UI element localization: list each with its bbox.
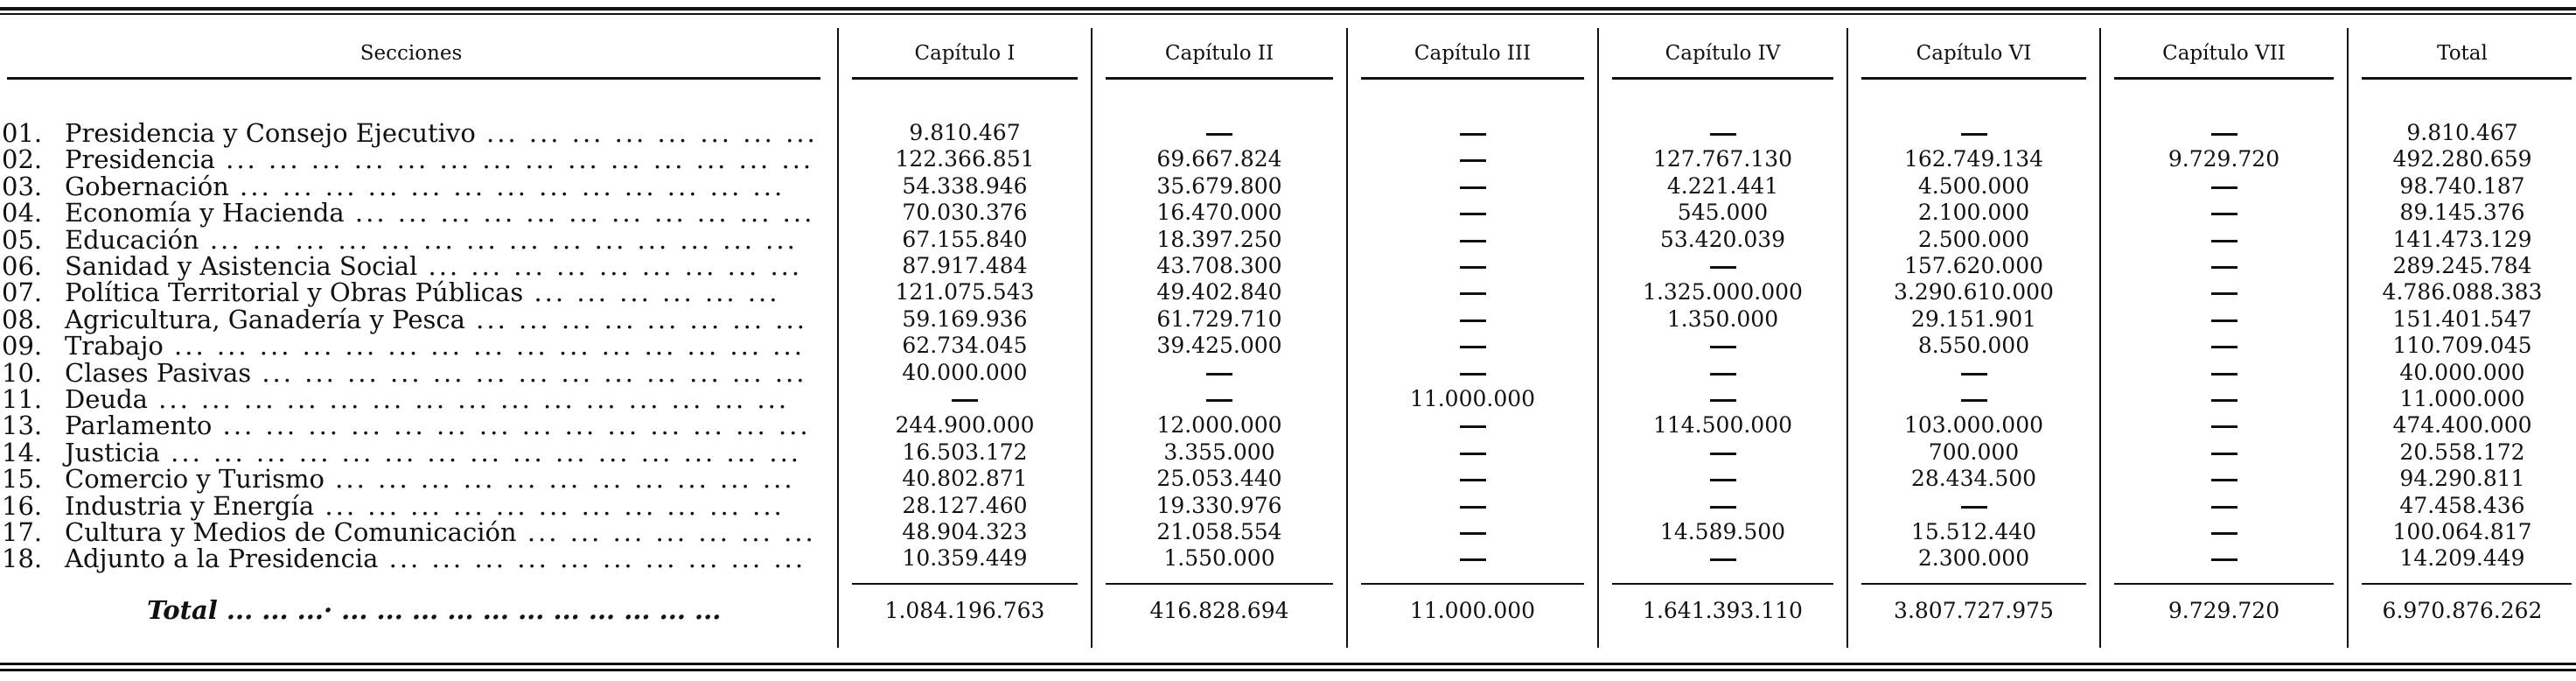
- empty-value-dash: [2211, 186, 2237, 189]
- cell-capitulo-1: 67.155.840: [902, 227, 1028, 252]
- section-number: 01.: [2, 118, 43, 148]
- cell-capitulo-7: [2101, 412, 2347, 439]
- cell-capitulo-6: [1848, 386, 2099, 412]
- cell-capitulo-3: 11.000.000: [1409, 386, 1536, 411]
- cell-capitulo-1: 62.734.045: [902, 333, 1028, 358]
- empty-value-dash: [2211, 133, 2237, 136]
- section-cell: [0, 146, 813, 172]
- cell-capitulo-4: 1.325.000.000: [1643, 279, 1803, 305]
- empty-value-dash: [1206, 399, 1232, 402]
- cell-capitulo-6: [1848, 360, 2099, 386]
- empty-value-dash: [2211, 532, 2237, 535]
- cell-total: 40.000.000: [2399, 360, 2525, 385]
- leader-dots: ... ... ... ... ... ... ... ... ... ... ... ... ...: [251, 358, 807, 388]
- cell-total: 89.145.376: [2399, 200, 2525, 225]
- section-number: 16.: [2, 491, 43, 521]
- cell-capitulo-1: 59.169.936: [902, 306, 1028, 332]
- header-capitulo-2: Capítulo II: [1164, 42, 1274, 65]
- total-capitulo-7: 9.729.720: [2168, 598, 2280, 623]
- subtotal-rule: [1612, 583, 1833, 585]
- header-capitulo-4: Capítulo IV: [1665, 42, 1781, 65]
- leader-dots: ... ... ... ... ... ... ... ... ... ... ... ... ... ...: [199, 225, 798, 255]
- empty-value-dash: [1460, 346, 1486, 348]
- total-capitulo-2: 416.828.694: [1149, 598, 1289, 623]
- section-cell: [0, 493, 785, 519]
- cell-capitulo-2: 16.470.000: [1156, 200, 1282, 225]
- cell-capitulo-2: 69.667.824: [1156, 146, 1282, 172]
- leader-dots: ... ... ... ... ... ... ... ... ... ... ... ... ... ...: [214, 144, 814, 174]
- cell-capitulo-4: [1599, 466, 1846, 492]
- section-cell: [0, 333, 805, 359]
- cell-capitulo-4: 114.500.000: [1652, 412, 1793, 438]
- empty-value-dash: [1710, 266, 1736, 269]
- subtotal-rule: [2362, 583, 2572, 585]
- leader-dots: ... ... ... ... ... ...: [523, 277, 780, 307]
- cell-capitulo-7: [2101, 545, 2347, 572]
- empty-value-dash: [1710, 373, 1736, 376]
- cell-capitulo-6: 3.290.610.000: [1894, 279, 2054, 305]
- empty-value-dash: [2211, 319, 2237, 322]
- cell-capitulo-7: [2101, 120, 2347, 146]
- section-name: Presidencia: [65, 144, 215, 174]
- empty-value-dash: [2211, 558, 2237, 561]
- empty-value-dash: [2211, 213, 2237, 215]
- cell-capitulo-6: 2.500.000: [1917, 227, 2030, 252]
- cell-capitulo-7: [2101, 200, 2347, 226]
- empty-value-dash: [1710, 558, 1736, 561]
- section-cell: [0, 545, 806, 572]
- cell-capitulo-4: [1599, 120, 1846, 146]
- section-name: Economía y Hacienda: [65, 198, 345, 228]
- empty-value-dash: [2211, 506, 2237, 509]
- cell-capitulo-6: 2.100.000: [1917, 200, 2030, 225]
- cell-capitulo-7: [2101, 279, 2347, 305]
- section-number: 15.: [2, 464, 43, 494]
- cell-capitulo-3: [1348, 200, 1597, 226]
- section-cell: [0, 253, 802, 279]
- cell-capitulo-6: [1848, 493, 2099, 519]
- cell-capitulo-1: 87.917.484: [902, 253, 1028, 278]
- empty-value-dash: [1710, 133, 1736, 136]
- section-number: 07.: [2, 277, 43, 307]
- bottom-rule: [0, 663, 2576, 665]
- header-rule: [1612, 77, 1833, 80]
- cell-capitulo-1: 16.503.172: [902, 439, 1028, 465]
- empty-value-dash: [1710, 479, 1736, 481]
- cell-capitulo-3: [1348, 227, 1597, 253]
- cell-capitulo-6: 103.000.000: [1903, 412, 2044, 438]
- header-capitulo-6: Capítulo VI: [1916, 42, 2032, 65]
- leader-dots: ... ... ... ... ... ... ... ...: [475, 118, 818, 148]
- leader-dots: ... ... ... ... ... ... ... ... ... ...: [378, 544, 806, 573]
- section-number: 13.: [2, 411, 43, 440]
- empty-value-dash: [1460, 425, 1486, 428]
- cell-capitulo-2: 43.708.300: [1156, 253, 1282, 278]
- section-cell: [0, 519, 816, 545]
- cell-capitulo-6: 4.500.000: [1917, 173, 2030, 199]
- section-number: 04.: [2, 198, 43, 228]
- section-name: Industria y Energía: [65, 491, 315, 521]
- leader-dots: ... ... ... ... ... ... ... ... ... ... ... ... ...: [228, 172, 785, 201]
- cell-capitulo-3: [1348, 120, 1597, 146]
- cell-capitulo-1: 10.359.449: [902, 545, 1028, 571]
- section-cell: [0, 173, 785, 200]
- empty-value-dash: [1206, 373, 1232, 376]
- cell-total: 151.401.547: [2392, 306, 2532, 332]
- cell-capitulo-1: 9.810.467: [909, 120, 1021, 145]
- empty-value-dash: [1710, 506, 1736, 509]
- cell-capitulo-7: [2101, 386, 2347, 412]
- empty-value-dash: [2211, 240, 2237, 242]
- cell-capitulo-2: 35.679.800: [1156, 173, 1282, 199]
- leader-dots: ... ... ... ... ... ... ... ... ...: [417, 251, 803, 281]
- cell-capitulo-1: 48.904.323: [902, 519, 1028, 544]
- cell-capitulo-3: [1348, 439, 1597, 466]
- cell-capitulo-4: 127.767.130: [1652, 146, 1793, 172]
- leader-dots: ... ... ...· ... ... ... ... ... ... ... ... ... ... ...: [217, 595, 722, 625]
- header-total: Total: [2437, 42, 2488, 65]
- empty-value-dash: [1460, 453, 1486, 455]
- section-number: 18.: [2, 544, 43, 573]
- section-name: Presidencia y Consejo Ejecutivo: [65, 118, 476, 148]
- cell-capitulo-3: [1348, 493, 1597, 519]
- header-rule: [1106, 77, 1333, 80]
- leader-dots: ... ... ... ... ... ... ... ...: [464, 305, 807, 334]
- section-name: Sanidad y Asistencia Social: [65, 251, 418, 281]
- empty-value-dash: [1710, 453, 1736, 455]
- section-name: Parlamento: [65, 411, 213, 440]
- cell-capitulo-7: [2101, 493, 2347, 519]
- leader-dots: ... ... ... ... ... ... ... ... ... ... ... ... ... ... ...: [159, 438, 802, 467]
- empty-value-dash: [2211, 399, 2237, 402]
- cell-capitulo-2: 21.058.554: [1156, 519, 1282, 544]
- section-number: 06.: [2, 251, 43, 281]
- cell-capitulo-1: 244.900.000: [895, 412, 1035, 438]
- empty-value-dash: [952, 399, 978, 402]
- cell-capitulo-6: 28.434.500: [1910, 466, 2037, 491]
- header-rule: [7, 77, 820, 80]
- section-number: 03.: [2, 172, 43, 201]
- cell-capitulo-6: 29.151.901: [1910, 306, 2037, 332]
- cell-capitulo-4: 1.350.000: [1666, 306, 1779, 332]
- cell-capitulo-3: [1348, 279, 1597, 305]
- section-number: 11.: [2, 384, 43, 414]
- empty-value-dash: [2211, 346, 2237, 348]
- empty-value-dash: [2211, 425, 2237, 428]
- leader-dots: ... ... ... ... ... ... ...: [516, 517, 816, 547]
- header-capitulo-3: Capítulo III: [1414, 42, 1532, 65]
- cell-capitulo-4: 545.000: [1677, 200, 1769, 225]
- section-cell: [0, 466, 795, 492]
- cell-capitulo-1: 40.000.000: [902, 360, 1028, 385]
- cell-total: 9.810.467: [2406, 120, 2518, 145]
- header-capitulo-7: Capítulo VII: [2162, 42, 2286, 65]
- empty-value-dash: [1460, 186, 1486, 189]
- section-name: Trabajo: [65, 331, 164, 361]
- empty-value-dash: [2211, 266, 2237, 269]
- cell-total: 100.064.817: [2392, 519, 2532, 544]
- cell-total: 14.209.449: [2399, 545, 2525, 571]
- subtotal-rule: [2114, 583, 2334, 585]
- section-number: 05.: [2, 225, 43, 255]
- header-capitulo-1: Capítulo I: [914, 42, 1016, 65]
- cell-total: 11.000.000: [2399, 386, 2525, 411]
- leader-dots: ... ... ... ... ... ... ... ... ... ... ...: [314, 491, 785, 521]
- cell-capitulo-1: 40.802.871: [902, 466, 1028, 491]
- cell-capitulo-7: [2101, 439, 2347, 466]
- cell-capitulo-1: 121.075.543: [895, 279, 1035, 305]
- cell-capitulo-2: 39.425.000: [1156, 333, 1282, 358]
- cell-capitulo-6: 2.300.000: [1917, 545, 2030, 571]
- subtotal-rule: [1106, 583, 1333, 585]
- cell-capitulo-3: [1348, 306, 1597, 333]
- empty-value-dash: [1460, 240, 1486, 242]
- section-name: Educación: [65, 225, 199, 255]
- total-capitulo-3: 11.000.000: [1409, 598, 1536, 623]
- section-number: 14.: [2, 438, 43, 467]
- header-rule: [1361, 77, 1584, 80]
- section-name: Comercio y Turismo: [65, 464, 325, 494]
- section-cell: [0, 360, 806, 386]
- cell-capitulo-7: [2101, 466, 2347, 492]
- header-secciones: Secciones: [360, 42, 463, 65]
- cell-capitulo-3: [1348, 412, 1597, 439]
- section-name: Deuda: [65, 384, 148, 414]
- cell-capitulo-2: 18.397.250: [1156, 227, 1282, 252]
- cell-capitulo-2: 12.000.000: [1156, 412, 1282, 438]
- cell-capitulo-4: [1599, 360, 1846, 386]
- leader-dots: ... ... ... ... ... ... ... ... ... ... ... ... ... ... ...: [163, 331, 805, 361]
- cell-capitulo-4: [1599, 333, 1846, 359]
- cell-total: 110.709.045: [2392, 333, 2532, 358]
- cell-capitulo-1: 122.366.851: [895, 146, 1035, 172]
- section-number: 10.: [2, 358, 43, 388]
- section-cell: [0, 279, 779, 305]
- cell-capitulo-1: 28.127.460: [902, 493, 1028, 518]
- cell-capitulo-6: [1848, 120, 2099, 146]
- cell-total: 20.558.172: [2399, 439, 2525, 465]
- cell-capitulo-4: [1599, 253, 1846, 279]
- empty-value-dash: [1460, 319, 1486, 322]
- header-rule: [852, 77, 1078, 80]
- total-capitulo-6: 3.807.727.975: [1894, 598, 2054, 623]
- header-rule: [1861, 77, 2086, 80]
- empty-value-dash: [1961, 133, 1987, 136]
- cell-capitulo-1: [839, 386, 1091, 412]
- cell-capitulo-2: 19.330.976: [1156, 493, 1282, 518]
- cell-capitulo-7: [2101, 519, 2347, 545]
- section-name: Clases Pasivas: [65, 358, 252, 388]
- empty-value-dash: [1460, 532, 1486, 535]
- cell-capitulo-3: [1348, 466, 1597, 492]
- empty-value-dash: [1460, 213, 1486, 215]
- cell-capitulo-4: [1599, 545, 1846, 572]
- section-name: Gobernación: [65, 172, 229, 201]
- cell-capitulo-3: [1348, 333, 1597, 359]
- cell-capitulo-4: [1599, 386, 1846, 412]
- cell-capitulo-4: 53.420.039: [1659, 227, 1786, 252]
- cell-capitulo-2: 49.402.840: [1156, 279, 1282, 305]
- cell-capitulo-1: 54.338.946: [902, 173, 1028, 199]
- empty-value-dash: [1961, 399, 1987, 402]
- cell-capitulo-7: [2101, 333, 2347, 359]
- empty-value-dash: [1710, 346, 1736, 348]
- empty-value-dash: [2211, 479, 2237, 481]
- section-cell: [0, 386, 789, 412]
- empty-value-dash: [1460, 266, 1486, 269]
- cell-capitulo-2: 25.053.440: [1156, 466, 1282, 491]
- top-rule-thin: [0, 13, 2576, 15]
- cell-total: 4.786.088.383: [2382, 279, 2543, 305]
- cell-capitulo-3: [1348, 545, 1597, 572]
- empty-value-dash: [1460, 506, 1486, 509]
- total-capitulo-4: 1.641.393.110: [1643, 598, 1803, 623]
- cell-total: 47.458.436: [2399, 493, 2525, 518]
- section-cell: [0, 227, 798, 253]
- cell-capitulo-4: 14.589.500: [1659, 519, 1786, 544]
- section-cell: [0, 439, 801, 466]
- empty-value-dash: [1460, 479, 1486, 481]
- cell-capitulo-6: 700.000: [1928, 439, 2020, 465]
- empty-value-dash: [1460, 292, 1486, 295]
- empty-value-dash: [2211, 292, 2237, 295]
- cell-capitulo-2: 61.729.710: [1156, 306, 1282, 332]
- section-number: 17.: [2, 517, 43, 547]
- bottom-rule-2: [0, 669, 2576, 671]
- empty-value-dash: [1961, 373, 1987, 376]
- empty-value-dash: [2211, 373, 2237, 376]
- section-name: Justicia: [65, 438, 160, 467]
- cell-capitulo-7: [2101, 360, 2347, 386]
- total-total: 6.970.876.262: [2382, 598, 2543, 623]
- section-cell: [0, 200, 814, 226]
- empty-value-dash: [1206, 133, 1232, 136]
- section-name: Cultura y Medios de Comunicación: [65, 517, 517, 547]
- subtotal-rule: [1361, 583, 1584, 585]
- cell-capitulo-7: [2101, 173, 2347, 200]
- section-name: Política Territorial y Obras Públicas: [65, 277, 524, 307]
- cell-capitulo-1: 70.030.376: [902, 200, 1028, 225]
- cell-total: 94.290.811: [2399, 466, 2525, 491]
- cell-total: 289.245.784: [2392, 253, 2532, 278]
- section-cell: [0, 120, 818, 146]
- leader-dots: ... ... ... ... ... ... ... ... ... ... ...: [344, 198, 815, 228]
- total-capitulo-1: 1.084.196.763: [884, 598, 1045, 623]
- cell-capitulo-3: [1348, 360, 1597, 386]
- cell-capitulo-2: [1093, 360, 1346, 386]
- cell-capitulo-2: [1093, 386, 1346, 412]
- leader-dots: ... ... ... ... ... ... ... ... ... ... ... ... ... ...: [212, 411, 811, 440]
- subtotal-rule: [852, 583, 1078, 585]
- cell-capitulo-7: [2101, 253, 2347, 279]
- cell-capitulo-6: 8.550.000: [1917, 333, 2030, 358]
- leader-dots: ... ... ... ... ... ... ... ... ... ... ... ... ... ... ...: [147, 384, 790, 414]
- cell-capitulo-7: [2101, 227, 2347, 253]
- cell-total: 98.740.187: [2399, 173, 2525, 199]
- empty-value-dash: [1710, 399, 1736, 402]
- cell-total: 141.473.129: [2392, 227, 2532, 252]
- cell-capitulo-3: [1348, 519, 1597, 545]
- cell-capitulo-2: 3.355.000: [1163, 439, 1275, 465]
- section-number: 08.: [2, 305, 43, 334]
- empty-value-dash: [1961, 506, 1987, 509]
- cell-capitulo-6: 157.620.000: [1903, 253, 2044, 278]
- cell-capitulo-3: [1348, 173, 1597, 200]
- empty-value-dash: [1460, 133, 1486, 136]
- section-name: Adjunto a la Presidencia: [65, 544, 379, 573]
- empty-value-dash: [1460, 159, 1486, 162]
- empty-value-dash: [1460, 373, 1486, 376]
- cell-capitulo-3: [1348, 253, 1597, 279]
- cell-capitulo-7: [2101, 306, 2347, 333]
- cell-capitulo-2: 1.550.000: [1163, 545, 1275, 571]
- section-cell: [0, 306, 807, 333]
- leader-dots: ... ... ... ... ... ... ... ... ... ... ...: [324, 464, 795, 494]
- cell-capitulo-6: 15.512.440: [1910, 519, 2037, 544]
- cell-capitulo-6: 162.749.134: [1903, 146, 2044, 172]
- cell-capitulo-4: [1599, 493, 1846, 519]
- section-number: 09.: [2, 331, 43, 361]
- section-name: Agricultura, Ganadería y Pesca: [65, 305, 465, 334]
- cell-capitulo-7: 9.729.720: [2168, 146, 2280, 172]
- header-rule: [2114, 77, 2334, 80]
- cell-total: 474.400.000: [2392, 412, 2532, 438]
- empty-value-dash: [1460, 558, 1486, 561]
- cell-capitulo-2: [1093, 120, 1346, 146]
- section-cell: [0, 412, 811, 439]
- top-rule: [0, 7, 2576, 11]
- cell-capitulo-3: [1348, 146, 1597, 172]
- cell-capitulo-4: [1599, 439, 1846, 466]
- header-rule: [2362, 77, 2572, 80]
- section-number: 02.: [2, 144, 43, 174]
- cell-total: 492.280.659: [2392, 146, 2532, 172]
- subtotal-rule: [1861, 583, 2086, 585]
- empty-value-dash: [2211, 453, 2237, 455]
- cell-capitulo-4: 4.221.441: [1666, 173, 1779, 199]
- total-row-label: [0, 595, 822, 625]
- total-label-text: Total: [147, 595, 218, 625]
